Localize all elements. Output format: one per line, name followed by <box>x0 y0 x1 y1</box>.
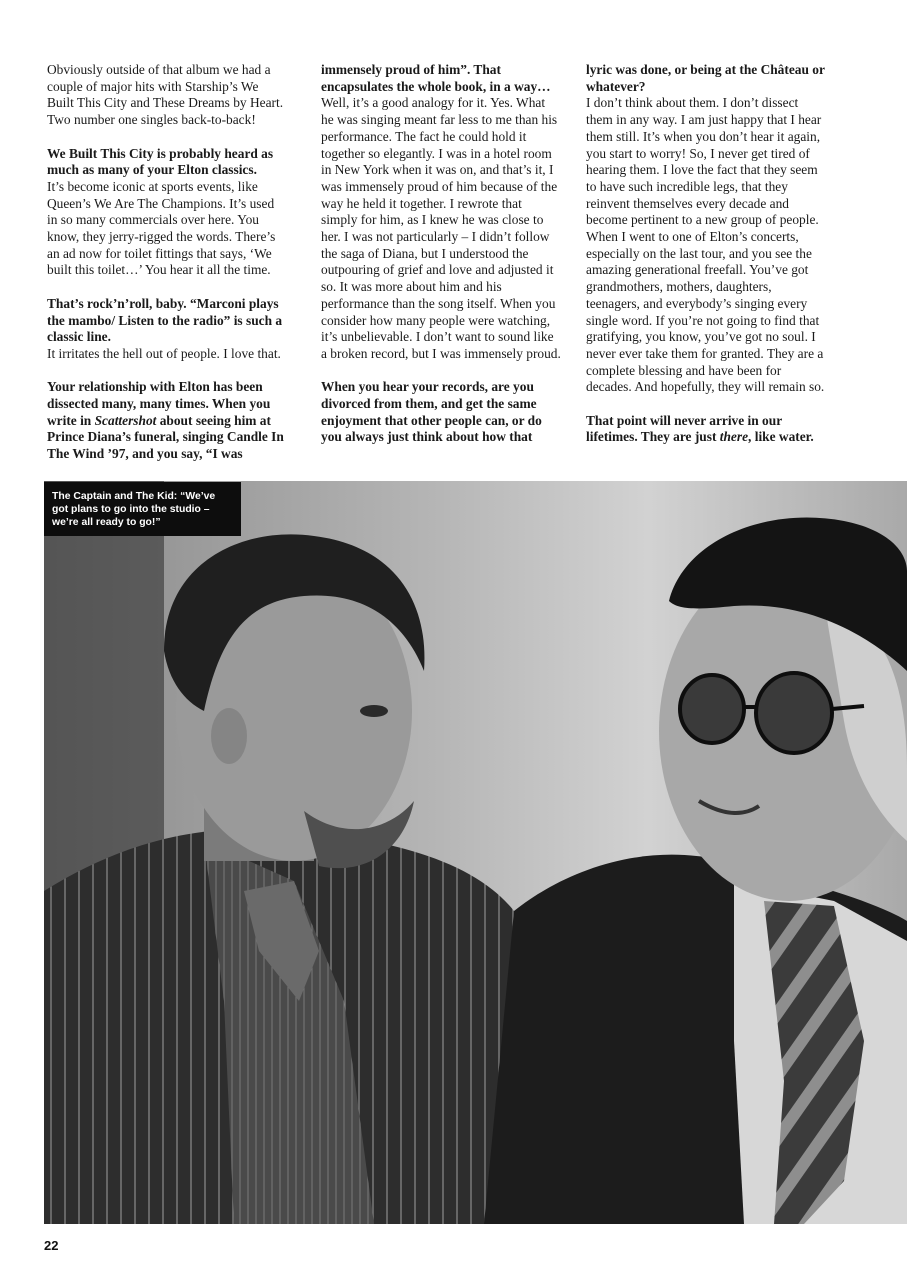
question-text <box>586 413 826 446</box>
paragraph <box>586 413 826 446</box>
question-text-part: Your relationship with Elton has been dissected many, many times. When you write in <box>47 379 271 428</box>
photo-caption: The Captain and The Kid: “We’ve got plans to go into the studio – we’re all ready to go!” <box>44 482 241 536</box>
paragraph <box>321 379 561 446</box>
paragraph <box>47 379 287 463</box>
question-text <box>47 379 287 463</box>
page-number: 22 <box>44 1238 59 1253</box>
question-text: immensely proud of him”. That encapsulates the whole book, in a way… <box>321 62 551 94</box>
question-text: We Built This City is probably heard as much as many of your Elton classics. <box>47 145 274 178</box>
paragraph <box>47 62 287 129</box>
photograph <box>44 481 907 1224</box>
emphasis-text: there <box>719 429 749 445</box>
article-column-3 <box>586 62 826 463</box>
answer-text: Obviously outside of that album we had a couple of major hits with Starship’s We Built This City and These Dreams by Heart. Two number one singles back-to-back! <box>47 62 284 128</box>
question-text-part: That point will never arrive in our lifetimes. They are just <box>586 412 782 445</box>
paragraph <box>47 146 287 280</box>
answer-text: I don’t think about them. I don’t dissect them in any way. I am just happy that I hear them still. It’s when you don’t hear it again, you start to worry! So, I never get tired of hearing them. I love the fact that they seem to have such incredible legs, that they reinvent themselves every decade and become pertinent to a new group of people. When I went to one of Elton’s concerts, especially on the last tour, and you see the amazing generational freefall. You’ve got grandmothers, mothers, daughters, teenagers, and everybody’s singing every single word. If you’re not going to find that gratifying, you know, you’ve got no soul. I never ever take them for granted. They are a complete blessing and have been for decades. And hopefully, they will remain so. <box>586 95 825 395</box>
answer-text: It irritates the hell out of people. I love that. <box>47 345 281 361</box>
paragraph <box>321 62 561 363</box>
article-column-1 <box>47 62 287 480</box>
answer-text: Well, it’s a good analogy for it. Yes. What he was singing meant far less to me than his performance. The fact he could hold it together so elegantly. I was in a hotel room in New York when it was on, and that’s it, I was immensely proud of him because of the way he held it together. I rewrote that simply for him, as I knew he was close to her. I was not particularly – I didn’t follow the saga of Diana, but I understood the outpouring of grief and love and adjusted it so. It was more about him and his performance than the song itself. When you consider how many people were watching, it’s unbelievable. I don’t want to sound like a broken record, but I was immensely proud. <box>321 95 561 361</box>
question-text: lyric was done, or being at the Château or whatever? <box>586 62 825 94</box>
answer-text: It’s become iconic at sports events, like Queen’s We Are The Champions. It’s used in so many commercials over here. You know, they jerry-rigged the words. There’s an ad now for toilet fittings that says, ‘We built this toilet…’ You hear it all the time. <box>47 178 276 278</box>
photo-illustration <box>44 481 907 1224</box>
question-text: That’s rock’n’roll, baby. “Marconi plays the mambo/ Listen to the radio” is such a classic line. <box>47 295 283 345</box>
question-text-part: about seeing him at Prince Diana’s funeral, singing Candle In The Wind ’97, and you say, “I was <box>47 412 284 462</box>
question-text-part: , like water. <box>748 429 814 445</box>
question-text: When you hear your records, are you divorced from them, and get the same enjoyment that other people can, or do you always just think about how that <box>321 379 542 445</box>
book-title: Scattershot <box>94 412 157 428</box>
paragraph <box>586 62 826 396</box>
paragraph <box>47 296 287 363</box>
article-column-2 <box>321 62 561 463</box>
